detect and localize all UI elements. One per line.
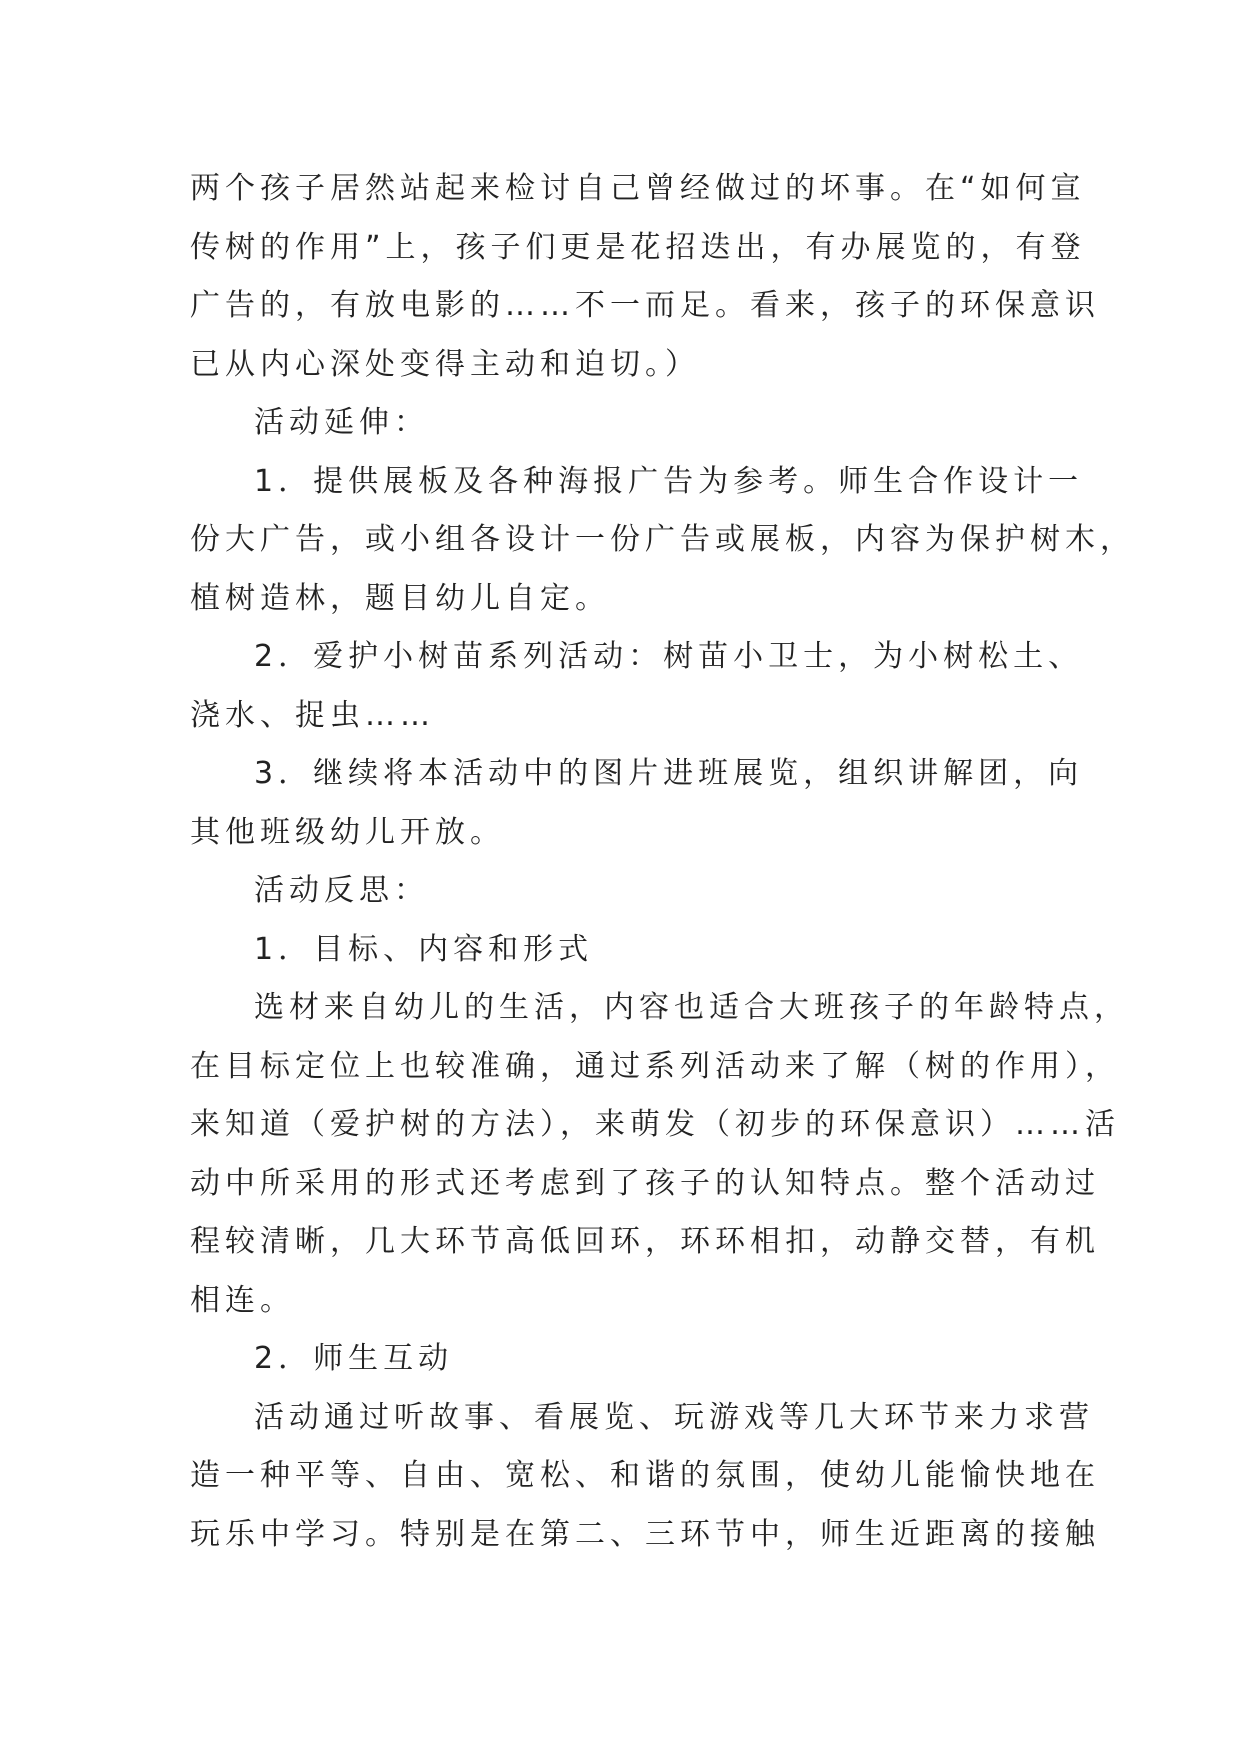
text-line: 植树造林，题目幼儿自定。 (190, 580, 610, 616)
text-line: 活动延伸： (254, 405, 429, 440)
text-line: 2．师生互动 (254, 1341, 454, 1376)
text-line: 程较清晰，几大环节高低回环，环环相扣，动静交替，有机 (190, 1224, 1100, 1259)
text-line: 选材来自幼儿的生活，内容也适合大班孩子的年龄特点， (254, 990, 1129, 1025)
text-line: 两个孩子居然站起来检讨自己曾经做过的坏事。在“如何宣 (190, 171, 1086, 206)
text-line: 在目标定位上也较准确，通过系列活动来了解（树的作用）， (190, 1048, 1120, 1084)
text-line: 玩乐中学习。特别是在第二、三环节中，师生近距离的接触 (190, 1516, 1100, 1552)
text-line: 广告的，有放电影的……不一而足。看来，孩子的环保意识 (190, 288, 1100, 323)
text-line: 1．提供展板及各种海报广告为参考。师生合作设计一 (254, 463, 1084, 499)
text-line: 造一种平等、自由、宽松、和谐的氛围，使幼儿能愉快地在 (190, 1458, 1100, 1493)
text-line: 浇水、捉虫…… (190, 697, 435, 733)
text-line: 份大广告，或小组各设计一份广告或展板，内容为保护树木， (190, 522, 1135, 557)
text-line: 动中所采用的形式还考虑到了孩子的认知特点。整个活动过 (190, 1165, 1100, 1201)
text-line: 相连。 (190, 1282, 295, 1318)
text-line: 传树的作用”上，孩子们更是花招迭出，有办展览的，有登 (190, 229, 1086, 265)
text-line: 其他班级幼儿开放。 (190, 814, 505, 850)
document-body (190, 160, 1135, 1564)
text-line: 1．目标、内容和形式 (254, 931, 594, 967)
text-line: 来知道（爱护树的方法），来萌发（初步的环保意识）……活 (190, 1107, 1120, 1142)
text-line: 已从内心深处变得主动和迫切。） (190, 346, 700, 382)
text-line: 2．爱护小树苗系列活动：树苗小卫士，为小树松土、 (254, 639, 1084, 674)
text-line: 活动通过听故事、看展览、玩游戏等几大环节来力求营 (254, 1399, 1094, 1435)
text-line: 3．继续将本活动中的图片进班展览，组织讲解团，向 (254, 756, 1084, 791)
text-line: 活动反思： (254, 873, 429, 908)
